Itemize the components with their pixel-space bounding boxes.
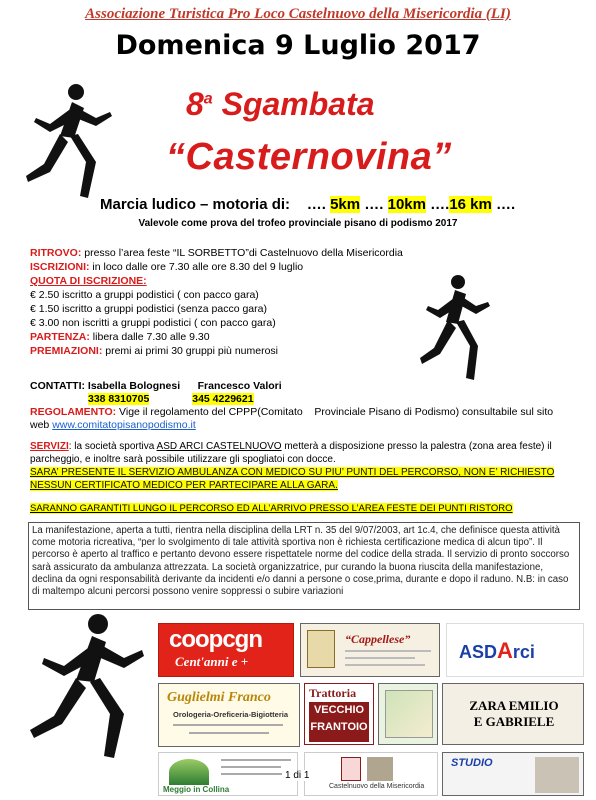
servizi-label: SERVIZI <box>30 441 69 452</box>
sponsor-asd-arci <box>446 623 584 677</box>
iscrizioni-value: in loco dalle ore 7.30 alle ore 8.30 del 9 luglio <box>89 261 304 273</box>
regolamento-label: REGOLAMENTO: <box>30 406 117 418</box>
event-date: Domenica 9 Luglio 2017 <box>115 30 481 61</box>
cappellese-logo-icon <box>307 630 335 668</box>
zara-line1: ZARA EMILIO <box>469 698 559 713</box>
arci-a-icon: A <box>497 638 513 663</box>
sponsor-coop <box>158 623 294 677</box>
ristoro-text: SARANNO GARANTITI LUNGO IL PERCORSO ED ALL’ARRIVO PRESSO L’AREA FESTE DEI PUNTI RISTORO <box>30 503 513 514</box>
zara-line2: E GABRIELE <box>473 714 555 729</box>
servizi-text-1: : la società sportiva <box>68 441 157 452</box>
contacts-phones <box>88 393 294 405</box>
sponsor-cappellese <box>300 623 440 677</box>
sponsor-zara <box>442 683 584 745</box>
church-icon <box>367 757 393 781</box>
arci-logo-text: rci <box>512 642 535 662</box>
frantoio-label: FRANTOIO <box>310 721 368 733</box>
asd-logo-text: ASD <box>459 642 498 662</box>
regolamento-block <box>30 406 570 432</box>
race-distances <box>100 196 515 213</box>
page-count: 1 di 1 <box>282 770 312 781</box>
sponsor-castelnuovo-map <box>378 683 438 745</box>
dots-4: …. <box>496 196 516 213</box>
sponsor-studio <box>442 752 584 796</box>
quota-item-1: € 2.50 iscritto a gruppi podistici ( con pacco gara) <box>30 289 259 301</box>
phone-1: 338 8310705 <box>88 393 150 405</box>
regolamento-text: Vige il regolamento del CPPP(Comitato Provinciale Pisano di Podismo) consultabile sul sito web <box>30 406 556 431</box>
premiazioni-label: PREMIAZIONI: <box>30 345 103 357</box>
iscrizioni-label: ISCRIZIONI: <box>30 261 90 273</box>
cgn-logo-text: cgn <box>222 626 262 653</box>
map-thumbnail-icon <box>385 690 433 738</box>
distance-5km: 5km <box>330 196 361 213</box>
premiazioni-value: premi ai primi 30 gruppi più numerosi <box>102 345 279 357</box>
event-title-line2: “Casternovina” <box>166 136 452 178</box>
sponsor-guglielmi <box>158 683 300 747</box>
dots-2: …. <box>364 196 384 213</box>
crest-icon <box>341 757 361 781</box>
partenza-label: PARTENZA: <box>30 331 90 343</box>
asd-arci-name: ASD ARCI CASTELNUOVO <box>156 441 282 452</box>
runner-bottom-icon <box>14 608 164 768</box>
phone-2: 345 4229621 <box>192 393 254 405</box>
edition-sup: a <box>203 90 213 108</box>
premiazioni-row <box>30 344 570 358</box>
trophy-note: Valevole come prova del trofeo provinciale pisano di podismo 2017 <box>138 218 458 229</box>
sponsor-meggio <box>158 752 298 796</box>
contacts-label: CONTATTI: Isabella Bolognesi Francesco Valori <box>30 380 282 392</box>
partenza-row <box>30 330 570 344</box>
ritrovo-row <box>30 246 570 260</box>
title-sgambata: Sgambata <box>221 86 375 122</box>
ritrovo-label: RITROVO: <box>30 247 82 259</box>
studio-logo-text: STUDIO <box>451 757 493 769</box>
ambulanza-notice: SARA’ PRESENTE IL SERVIZIO AMBULANZA CON MEDICO SU PIU’ PUNTI DEL PERCORSO, NON E’ RICHIESTO NESSUN CERTIFICATO MEDICO PER PARTECIPARE ALLA GARA. <box>30 467 555 491</box>
cappellese-name: “Cappellese” <box>345 632 411 646</box>
vecchio-label: VECCHIO <box>313 704 365 716</box>
disclaimer-box: La manifestazione, aperta a tutti, rientra nella disciplina della LRT n. 35 del 9/07/2003, art 1c.4, che definisce questa attività come motoria ricreativa, “per lo svolgimento di tale attività sportiva non è richiesta certificazione medica di alcun tipo”. Il percorso è aperto al traffico e pertanto devono essere rispettatele norme del codice della strada. Il servizio di pronto soccorso sarà assicurato da ambulanza attrezzata. La società organizzatrice, pur curando la buona riuscita della manifestazione, declina da ogni responsabilità derivante da incidenti e/o danni a persone o cose,prima, durante e dopo il raduno. N.B: in caso di maltempo alcuni percorsi possono venire soppressi o subire variazioni <box>28 522 580 610</box>
distance-16km: 16 km <box>449 196 492 213</box>
trattoria-label: Trattoria <box>309 686 357 700</box>
coop-logo-text: coop <box>169 626 223 653</box>
cppp-link[interactable]: www.comitatopisanopodismo.it <box>52 419 196 431</box>
sponsor-castelnuovo <box>304 752 438 796</box>
edition-number: 8 <box>186 86 204 122</box>
association-header: Associazione Turistica Pro Loco Castelnuovo della Misericordia (LI) <box>85 6 511 22</box>
runner-left-icon <box>14 78 124 208</box>
ristoro-notice <box>30 503 570 514</box>
quota-item-2: € 1.50 iscritto a gruppi podistici (senza pacco gara) <box>30 303 267 315</box>
dots-1: …. <box>306 196 326 213</box>
meggio-hill-icon <box>169 759 209 785</box>
coop-subtitle: Cent'anni e + <box>175 654 249 669</box>
castelnuovo-caption: Castelnuovo della Misericordia <box>329 783 425 790</box>
sponsor-trattoria <box>304 683 374 745</box>
iscrizioni-row <box>30 260 570 274</box>
quota-item-3: € 3.00 non iscritti a gruppi podistici ( con pacco gara) <box>30 317 276 329</box>
servizi-block <box>30 440 578 492</box>
quota-row <box>30 274 570 288</box>
race-prefix: Marcia ludico – motoria di: <box>100 196 291 213</box>
quota-label: QUOTA DI ISCRIZIONE: <box>30 275 147 287</box>
info-block <box>30 246 570 358</box>
ritrovo-value: presso l’area feste “IL SORBETTO”di Castelnuovo della Misericordia <box>81 247 403 259</box>
partenza-value: libera dalle 7.30 alle 9.30 <box>89 331 210 343</box>
guglielmi-name: Guglielmi Franco <box>167 690 271 705</box>
distance-10km: 10km <box>387 196 426 213</box>
studio-photo <box>535 757 579 793</box>
servizi-text-2: metterà a disposizione presso la palestra (zona area feste) il parcheggio, e inoltre sarà possibile utilizzare gli spogliatoi con docce. <box>30 441 552 465</box>
dots-3: …. <box>430 196 450 213</box>
guglielmi-subtitle: Orologeria-Oreficeria-Bigiotteria <box>173 710 289 719</box>
meggio-name: Meggio in Collina <box>163 785 230 794</box>
event-title-line1 <box>186 86 375 123</box>
